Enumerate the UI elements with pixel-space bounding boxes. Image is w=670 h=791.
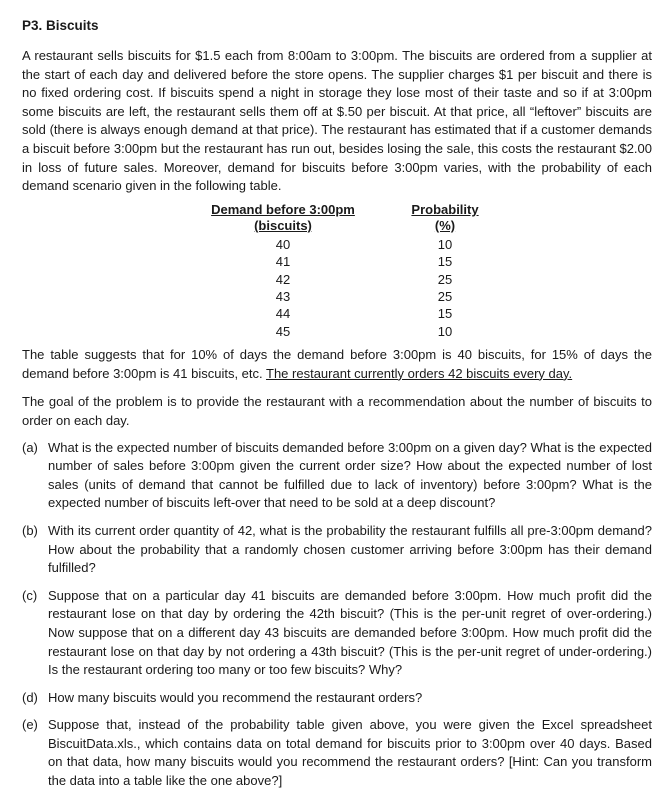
- demand-cell: 40: [275, 236, 291, 252]
- demand-cell: 45: [275, 323, 291, 339]
- question-item: [22, 587, 652, 680]
- question-text: With its current order quantity of 42, what is the probability the restaurant fulfills all pre-3:00pm demand? How about the probability that a randomly chosen customer arriving before 3:00pm has their demand fulfilled?: [48, 522, 652, 576]
- table-row: [174, 236, 498, 253]
- demand-probability-table: [174, 202, 498, 340]
- question-label: (c): [22, 587, 38, 603]
- current-order-statement: The restaurant currently orders 42 biscuits every day.: [266, 365, 573, 381]
- question-text: How many biscuits would you recommend the restaurant orders?: [48, 689, 423, 705]
- question-item: [22, 689, 652, 708]
- table-row: [174, 305, 498, 322]
- probability-cell: 15: [437, 254, 453, 270]
- question-label: (a): [22, 439, 38, 455]
- table-row: [174, 323, 498, 340]
- demand-cell: 44: [275, 306, 291, 322]
- probability-cell: 15: [437, 306, 453, 322]
- header-probability: Probability (%): [411, 201, 479, 233]
- question-label: (b): [22, 522, 38, 538]
- header-demand: Demand before 3:00pm (biscuits): [211, 201, 355, 233]
- question-text: What is the expected number of biscuits demanded before 3:00pm on a given day? What is the expected number of sales before 3:00pm given the current order size? How about the expected number of lost sales (units of demand that cannot be fulfilled due to lack of inventory) before 3:00pm? What is the expected number of biscuits left-over that need to be sold at a deep discount?: [48, 439, 652, 511]
- table-row: [174, 271, 498, 288]
- demand-cell: 43: [275, 288, 291, 304]
- probability-cell: 25: [437, 271, 453, 287]
- question-text: Suppose that on a particular day 41 biscuits are demanded before 3:00pm. How much profit did the restaurant lose on that day by ordering the 42th biscuit? (This is the per-unit regret of over-ordering.) Now suppose that on a different day 43 biscuits are demanded before 3:00pm. How much profit did the restaurant lose on that day by not ordering a 43th biscuit? (This is the per-unit regret of under-ordering.) Is the restaurant ordering too many or too few biscuits? Why?: [48, 587, 652, 678]
- question-label: (d): [22, 689, 38, 705]
- table-explanation-paragraph: [22, 346, 652, 383]
- table-header-row: [174, 202, 498, 236]
- table-row: [174, 253, 498, 270]
- intro-paragraph: A restaurant sells biscuits for $1.5 each from 8:00am to 3:00pm. The biscuits are ordered from a supplier at the start of each day and delivered before the store opens. The supplier charges $1 per biscuit and there is no fixed ordering cost. If biscuits spend a night in storage they lose most of their taste and so if at 3:00pm some biscuits are left, the restaurant sells them off at $.50 per biscuit. At that price, all “leftover” biscuits are sold (there is always enough demand at that price). The restaurant has estimated that if a customer demands a biscuit before 3:00pm but the restaurant has run out, besides losing the sale, this costs the restaurant $2.00 in loss of future sales. Moreover, demand for biscuits before 3:00pm varies, with the probability of each demand scenario given in the following table.: [22, 48, 652, 194]
- table-explanation-text: The table suggests that for 10% of days the demand before 3:00pm is 40 biscuits, for 15% of days the demand before 3:00pm is 41 biscuits, etc.: [22, 347, 652, 381]
- question-label: (e): [22, 717, 38, 733]
- demand-cell: 42: [275, 271, 291, 287]
- question-text: Suppose that, instead of the probability table given above, you were given the Excel spreadsheet BiscuitData.xls., which contains data on total demand for biscuits prior to 3:00pm over 40 days. Based on that data, how many biscuits would you recommend the restaurant orders? [Hint: Can you transform the data into a table like the one above?]: [48, 717, 652, 789]
- question-item: [22, 716, 652, 790]
- probability-cell: 10: [437, 236, 453, 252]
- question-item: [22, 522, 652, 578]
- goal-paragraph: The goal of the problem is to provide the restaurant with a recommendation about the number of biscuits to order on each day.: [22, 394, 652, 428]
- demand-cell: 41: [275, 254, 291, 270]
- probability-cell: 25: [437, 288, 453, 304]
- probability-cell: 10: [437, 323, 453, 339]
- problem-title: P3. Biscuits: [22, 18, 99, 33]
- question-item: [22, 439, 652, 513]
- questions-list: [22, 439, 652, 791]
- table-row: [174, 288, 498, 305]
